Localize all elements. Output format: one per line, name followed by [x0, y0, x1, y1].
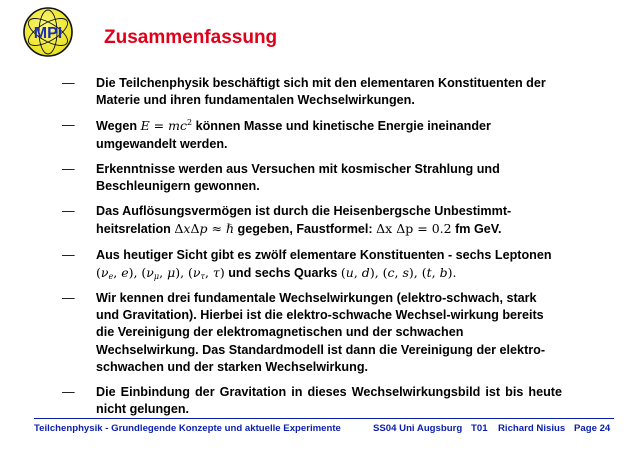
- logo-text: MPI: [33, 25, 63, 42]
- bullet-list: [62, 75, 562, 426]
- footer-page: Page 24: [574, 423, 611, 434]
- bullet-dash: —: [62, 118, 75, 133]
- formula-rule-of-thumb: Δx Δp = 0.2: [376, 221, 452, 237]
- bullet-dash: —: [62, 204, 75, 219]
- bullet-dash: —: [62, 291, 75, 306]
- bullet-text: und sechs Quarks: [228, 265, 341, 280]
- bullet-dash: —: [62, 76, 75, 90]
- bullet-text: Wegen: [96, 119, 141, 134]
- footer-term: SS04 Uni Augsburg: [373, 423, 463, 434]
- bullet-item: [62, 247, 562, 282]
- bullet-text: können Masse und kinetische Energie ineinander umgewandelt werden.: [96, 119, 491, 151]
- footer-code: T01: [471, 423, 488, 434]
- bullet-dash: —: [62, 161, 75, 176]
- formula-emc2: $E = mc^2$: [140, 118, 193, 134]
- footer-course: Teilchenphysik - Grundlegende Konzepte und aktuelle Experimente: [34, 423, 341, 434]
- bullet-text: Die Einbindung der Gravitation in dieses Wechselwirkungsbild ist bis heute nicht gelungen.: [96, 385, 562, 417]
- bullet-item: [62, 290, 562, 376]
- mpi-logo: [22, 6, 74, 58]
- bullet-item: [62, 384, 562, 418]
- bullet-item: [62, 117, 562, 152]
- bullet-text: gegeben, Faustformel:: [237, 222, 377, 237]
- bullet-text: Aus heutiger Sicht gibt es zwölf elementare Konstituenten - sechs Leptonen: [96, 247, 552, 262]
- bullet-text: Erkenntnisse werden aus Versuchen mit kosmischer Strahlung und Beschleunigern gewonnen.: [96, 161, 500, 194]
- footer-author: Richard Nisius: [498, 423, 566, 434]
- bullet-text: Das Auflösungsvermögen ist durch die Heisenbergsche Unbestimmt-heitsrelation: [96, 204, 512, 237]
- bullet-dash: —: [62, 247, 75, 262]
- footer-divider: [34, 418, 614, 419]
- bullet-text: fm GeV.: [455, 222, 502, 237]
- bullet-item: [62, 203, 562, 238]
- bullet-text: Die Teilchenphysik beschäftigt sich mit den elementaren Konstituenten der Materie und ihren fundamentalen Wechselwirkungen.: [96, 76, 546, 108]
- bullet-text: Wir kennen drei fundamentale Wechselwirkungen (elektro-schwach, stark und Gravitation). Hierbei ist die elektro-schwache Wechsel-wirkung bereits die Vereinigung der elektromagnetischen und der schwachen Wechselwirkung. Das Standardmodell ist dann die Vereinigung der elektro-schwachen und der starken Wechselwirkung.: [96, 291, 546, 374]
- bullet-dash: —: [62, 385, 75, 400]
- bullet-item: [62, 75, 562, 109]
- bullet-item: [62, 161, 562, 195]
- slide-title: Zusammenfassung: [104, 27, 278, 48]
- formula-leptons: ($\nu_e$, e), ($\nu_\mu$, μ), ($\nu_\tau$, τ): [96, 264, 225, 281]
- formula-quarks: (u, d), (c, s), (t, b).: [340, 264, 457, 280]
- formula-heisenberg: ΔxΔp ≈ ℏ: [174, 221, 235, 237]
